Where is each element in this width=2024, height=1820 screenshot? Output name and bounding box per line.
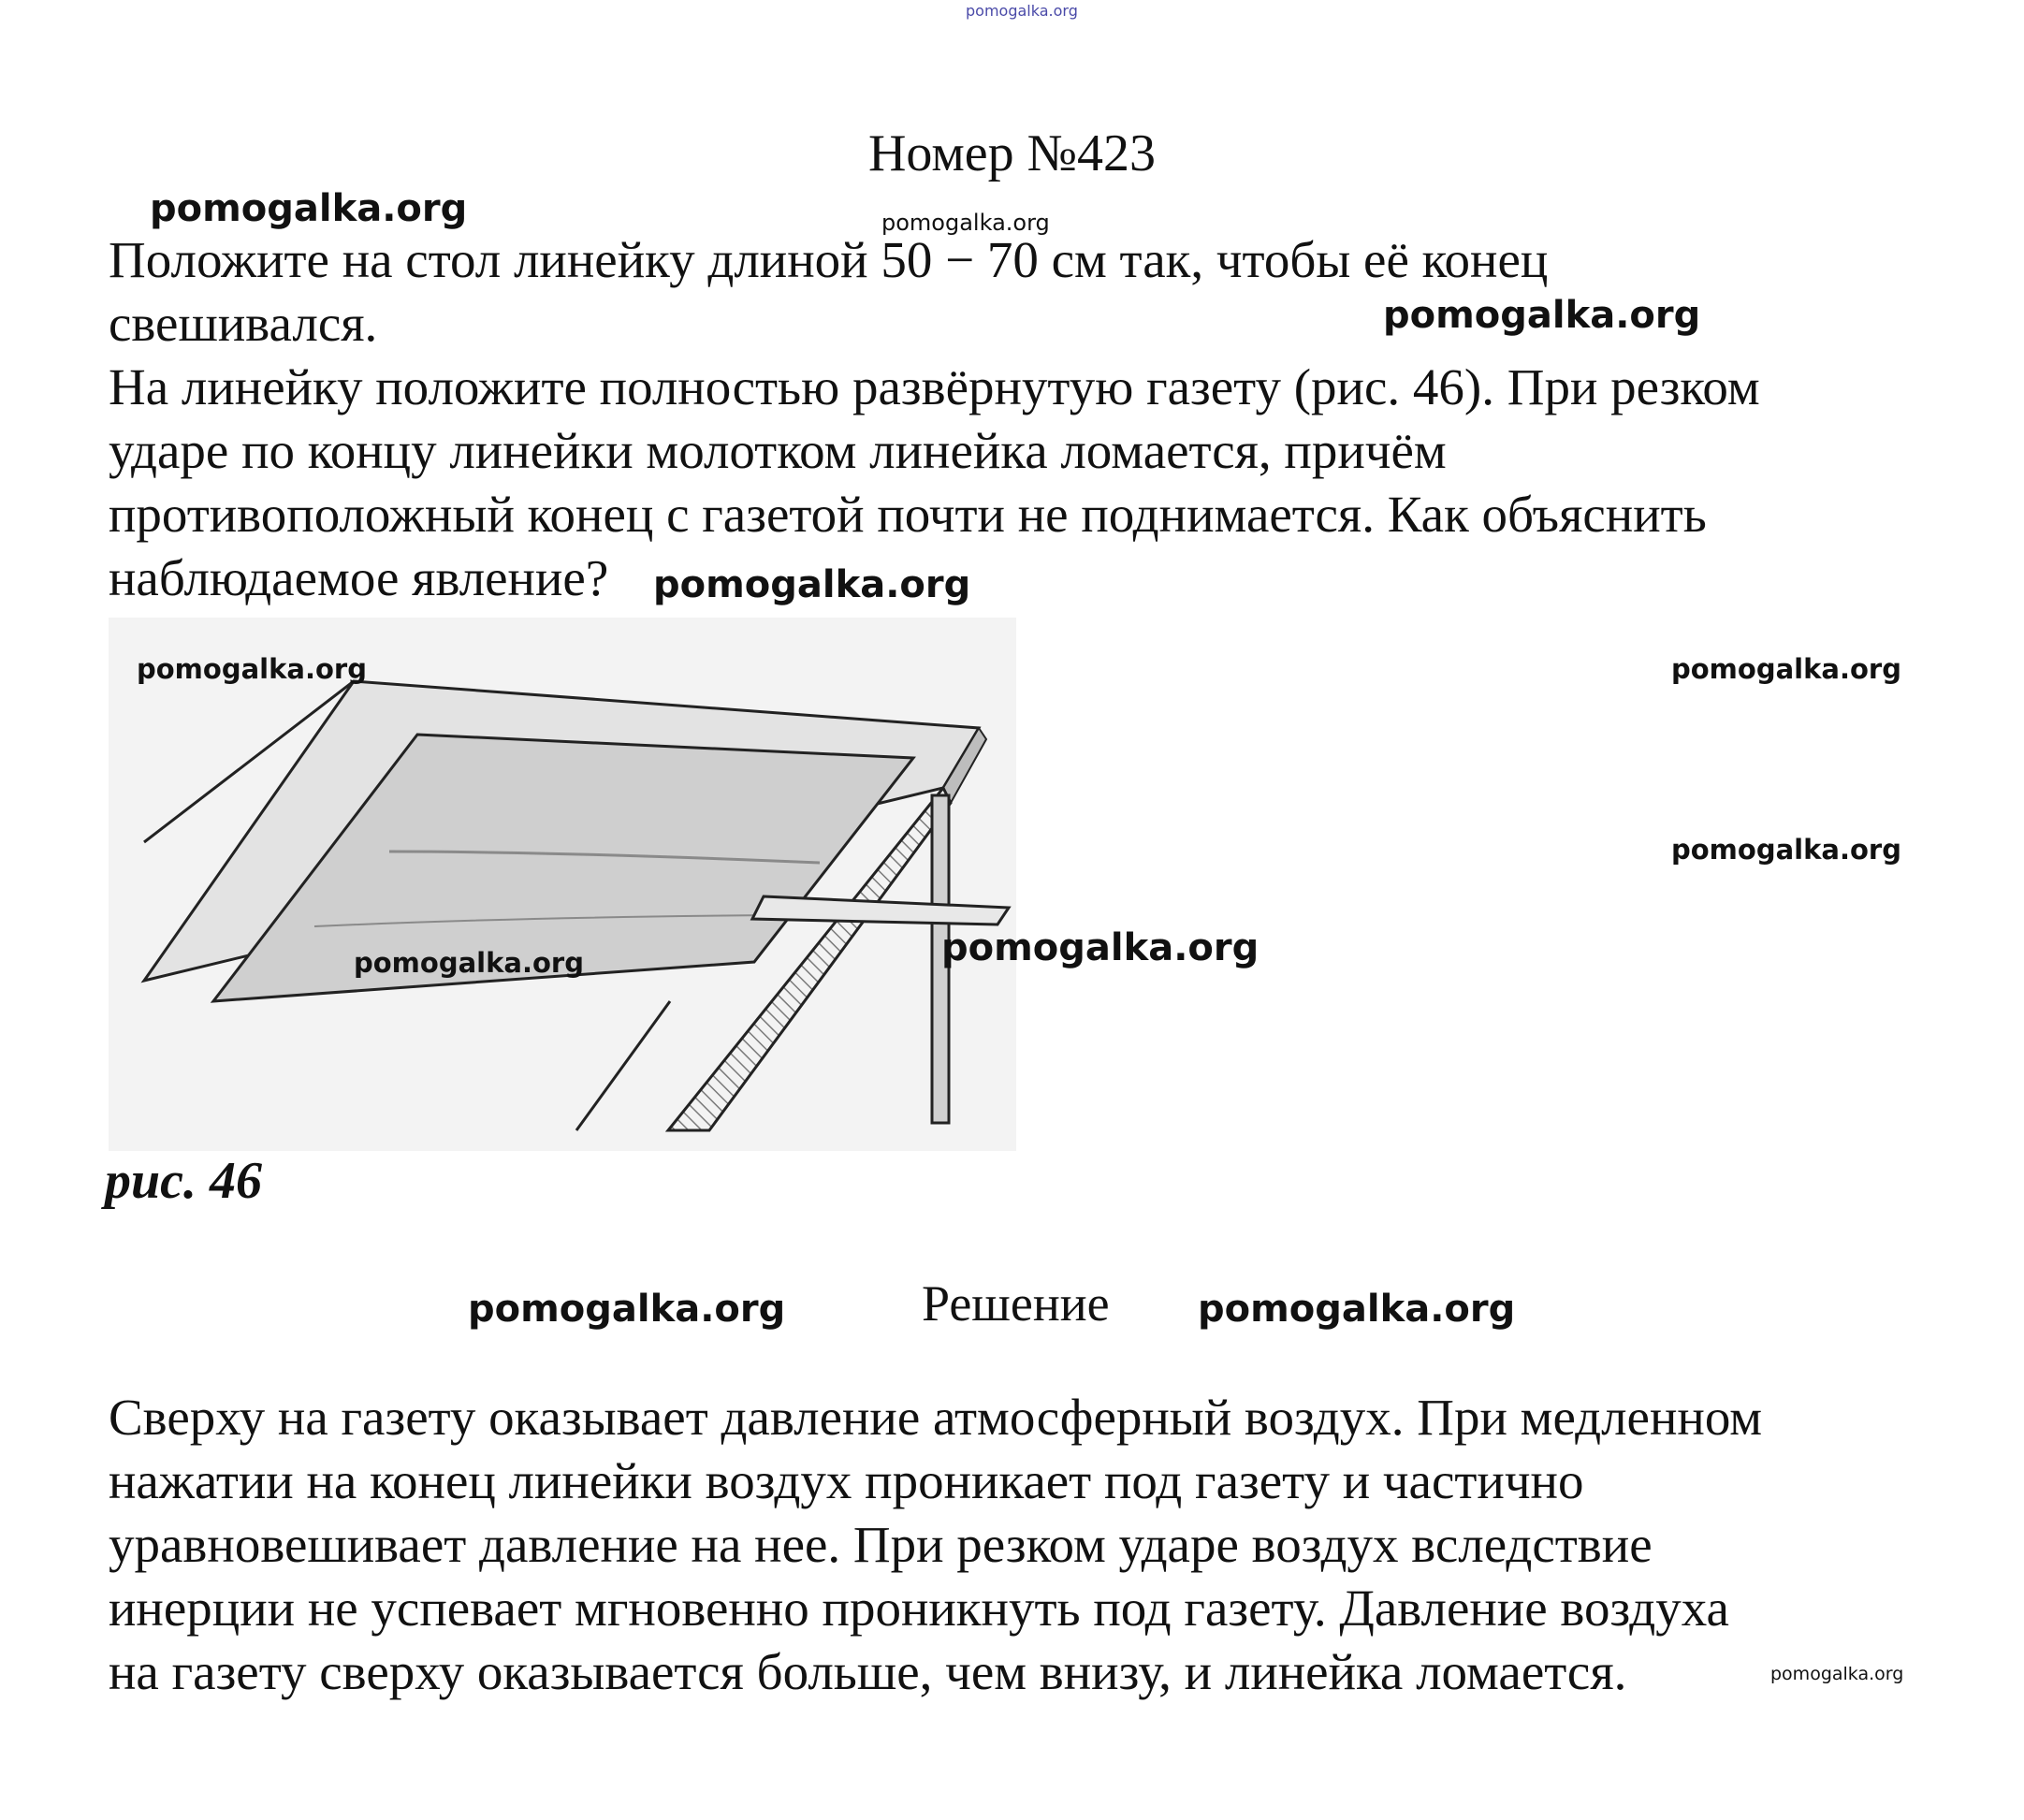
problem-line: На линейку положите полностью развёрнутую газету (рис. 46). При резком bbox=[109, 358, 1760, 415]
solution-text bbox=[109, 1386, 1762, 1704]
solution-heading: Решение bbox=[922, 1275, 1110, 1332]
watermark: pomogalka.org bbox=[1383, 294, 1701, 337]
watermark: pomogalka.org bbox=[1671, 653, 1901, 685]
watermark: pomogalka.org bbox=[150, 187, 468, 230]
figure-caption: рис. 46 bbox=[105, 1152, 262, 1210]
watermark: pomogalka.org bbox=[881, 210, 1050, 236]
problem-line: наблюдаемое явление? bbox=[109, 549, 609, 606]
watermark: pomogalka.org bbox=[941, 926, 1260, 969]
watermark: pomogalka.org bbox=[1671, 834, 1901, 866]
problem-line: свешивался. bbox=[109, 295, 378, 352]
solution-line: Сверху на газету оказывает давление атмосферный воздух. При медленном bbox=[109, 1389, 1763, 1446]
problem-text bbox=[109, 228, 1760, 610]
problem-line: Положите на стол линейку длиной 50 − 70 см так, чтобы её конец bbox=[109, 231, 1549, 288]
figure-table-newspaper-ruler bbox=[109, 618, 1016, 1151]
watermark: pomogalka.org bbox=[137, 653, 367, 685]
problem-line: ударе по концу линейки молотком линейка ломается, причём bbox=[109, 422, 1447, 479]
watermark: pomogalka.org bbox=[1198, 1288, 1516, 1331]
solution-line: нажатии на конец линейки воздух проникает под газету и частично bbox=[109, 1452, 1584, 1509]
solution-line: на газету сверху оказывается больше, чем внизу, и линейка ломается. bbox=[109, 1643, 1627, 1700]
watermark: pomogalka.org bbox=[653, 563, 971, 606]
watermark: pomogalka.org bbox=[1770, 1664, 1904, 1684]
watermark-top: pomogalka.org bbox=[966, 2, 1078, 20]
page-title: Номер №423 bbox=[867, 124, 1157, 182]
watermark: pomogalka.org bbox=[468, 1288, 786, 1331]
solution-line: уравновешивает давление на нее. При резком ударе воздух вследствие bbox=[109, 1516, 1653, 1573]
watermark: pomogalka.org bbox=[354, 947, 584, 979]
solution-line: инерции не успевает мгновенно проникнуть под газету. Давление воздуха bbox=[109, 1580, 1729, 1637]
problem-line: противоположный конец с газетой почти не поднимается. Как объяснить bbox=[109, 486, 1707, 543]
